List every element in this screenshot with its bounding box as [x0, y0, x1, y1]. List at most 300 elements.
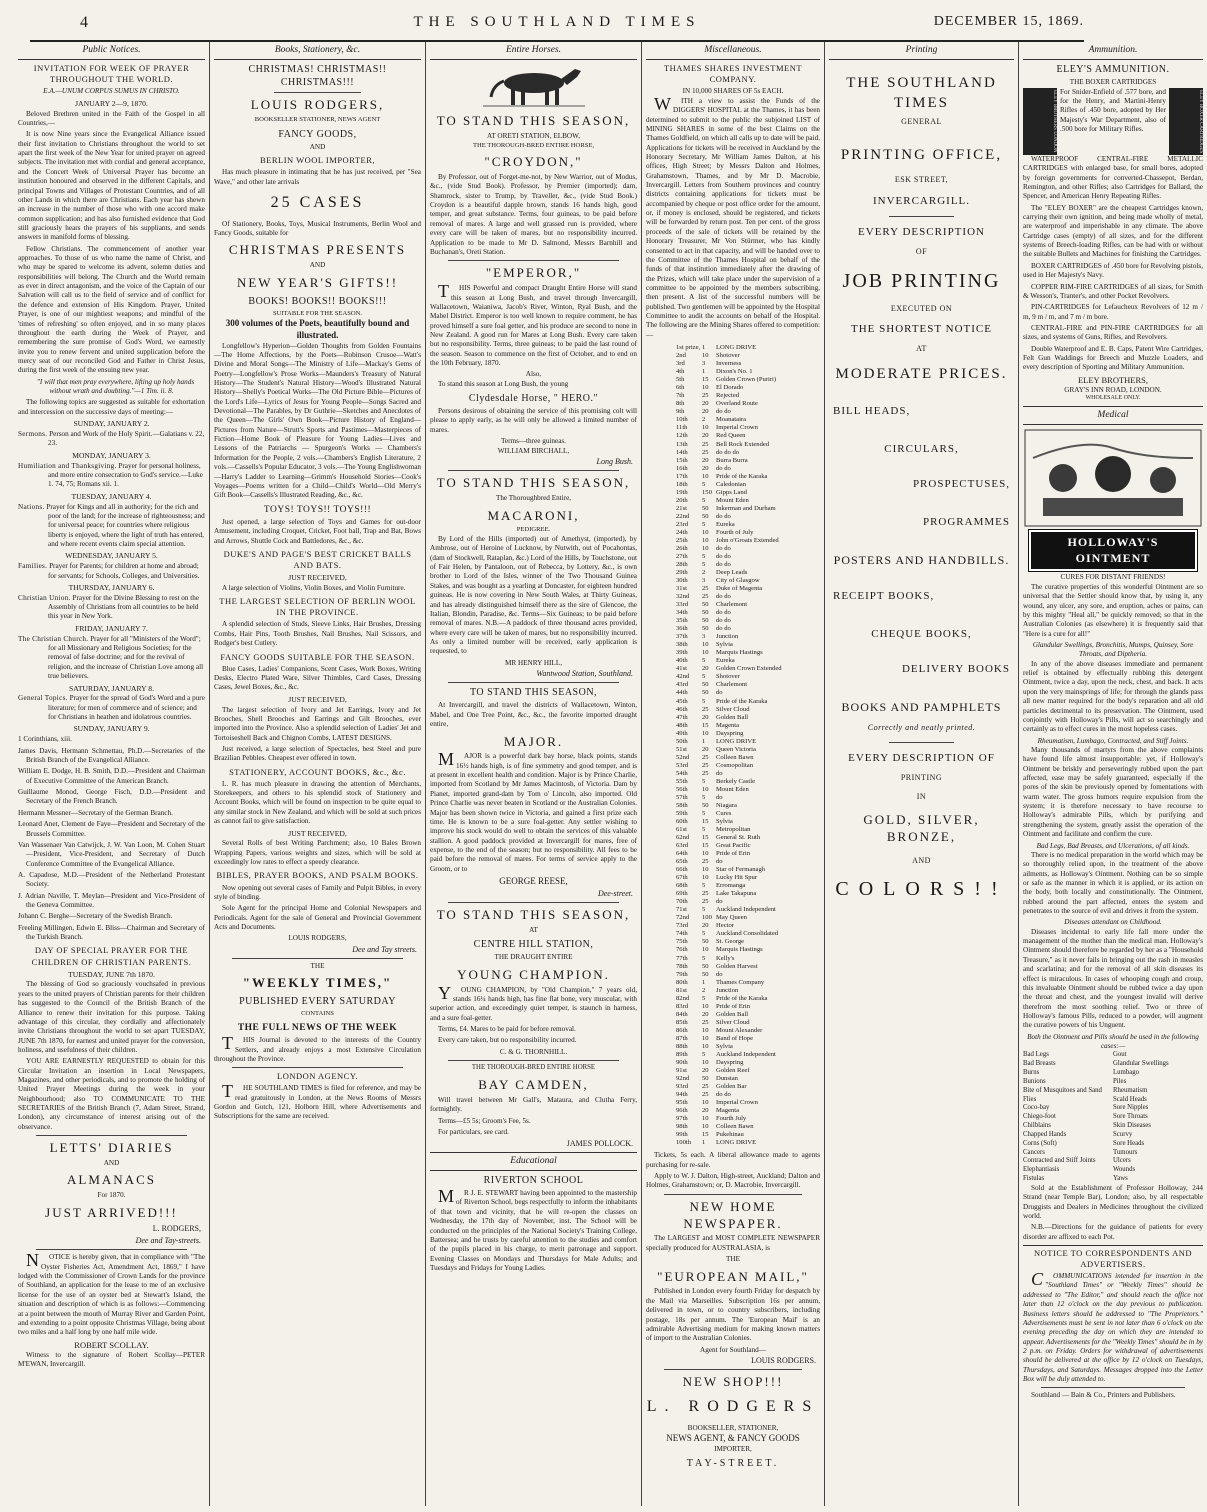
prize-claim: Golden Reef — [716, 1066, 750, 1074]
birchall-address: Long Bush. — [596, 456, 633, 466]
oyster-notice: NOTICE is hereby given, that in compliance with "The Oyster Fisheries Act, Amendment Act, 1869," I have lodged with the Commissioner of Crown Lands for the province of Southland, an application for the lease to me of an exclusive license for the use of an oyster bed at Stewart's Island, the situation and description of which is as follows:—Commencing at a point between the mouth of Murray River and Garden Point, and extending to a point opposite Christmas Village, being about two miles and a half long by one half mile wide. — [18, 1250, 205, 1337]
prize-claim: Pride of Erin — [716, 850, 751, 858]
prize-rank: 31st — [676, 585, 687, 593]
prize-rank: 12th — [676, 432, 688, 440]
prize-claim: LONG DRIVE — [716, 1139, 757, 1147]
prize-claim: Sylvia — [716, 641, 733, 649]
prize-row — [676, 521, 820, 529]
prize-claim: Magenta — [716, 1107, 740, 1115]
schedule-text: Person and Work of the Holy Spirit.—Galatians v. 22, 23. — [48, 430, 205, 448]
prize-claim: Red Queen — [716, 432, 746, 440]
prize-row — [676, 930, 820, 938]
prize-qty: 15 — [702, 834, 709, 842]
prize-row — [676, 553, 820, 561]
every-description-of: EVERY DESCRIPTION OF — [848, 751, 995, 764]
divider — [274, 92, 361, 93]
book-list: Longfellow's Hyperion—Golden Thoughts from Golden Fountains—The Home Affections, by the Poets—Robinson Crusoe—Watt's Divine and Moral Songs—The Ministry of Life—Mackay's Gems of Poetry—Longfellow's Prose Works—Maunders's Treasury of Natural History—The Student's Natural History—Wood's Illustrated Natural History—Shelly's Poetical Works—The Old Picture Bible—Pictures of the Lord's Life—Lyrics of Jesus for Young People—Songs Sacred and Devotional—The Parables, by Dr Guthrie—Sketches and Anecdotes of the Queen—The Girls' Own Book—Picture History of England—Pictures from Nature—Strutt's Sports and Pastimes—Masterpieces of Fiction—Home Book of Pleasure for Young Ladies—Lives and Lessons of the Patriarchs — Spurgeon's Works — Chambers's Information for the People, 2 vols.—Chambers's English Literature, 2 vols.—Cassells's Popular Educator, 3 vols.—The Young Englishwoman—Harry's Ladder to Learning—Grimm's Household Stories—Cook's Voyages—Poems written for a Child—Child's World—Old Merry's Gift Book—Cassells's Illustrated Reading, &c., &c. — [214, 341, 421, 500]
prize-qty: 25 — [702, 769, 709, 777]
prize-row — [676, 866, 820, 874]
signatory: William E. Dodge, H. B. Smith, D.D.—President and Chairman of Executive Committee of the American Branch. — [18, 767, 205, 785]
prize-qty: 1 — [702, 737, 706, 745]
prize-claim: Band of Hope — [716, 1034, 753, 1042]
prize-qty: 10 — [702, 528, 709, 536]
newspaper-title: THE SOUTHLAND TIMES — [413, 14, 701, 30]
prize-rank: 59th — [676, 809, 688, 817]
ailment-item: Cancers — [1023, 1148, 1045, 1156]
bay-intro: THE THOROUGH-BRED ENTIRE HORSE — [471, 1064, 596, 1072]
prize-claim: Overland Route — [716, 400, 758, 408]
ailment-item: Wounds — [1113, 1166, 1136, 1174]
of-label: OF — [915, 247, 928, 257]
full-news: THE FULL NEWS OF THE WEEK — [237, 1022, 398, 1033]
prize-rank: 92nd — [676, 1074, 690, 1082]
prize-rank: 94th — [676, 1091, 688, 1099]
prize-qty: 50 — [702, 938, 709, 946]
prize-row — [676, 449, 820, 457]
ailment-item: Yaws — [1113, 1175, 1128, 1183]
prize-row — [676, 971, 820, 979]
prize-qty: 20 — [702, 713, 709, 721]
prize-rank: 8th — [676, 400, 685, 408]
prize-rank: 48th — [676, 721, 688, 729]
ailments-list — [1023, 1051, 1203, 1183]
champion-stand: TO STAND THIS SEASON, — [436, 907, 631, 923]
bay-apply: For particulars, see card. — [438, 1127, 509, 1136]
prize-claim: do do — [716, 552, 731, 560]
prize-row — [676, 593, 820, 601]
job-printing: JOB PRINTING — [842, 269, 1001, 292]
prize-qty: 10 — [702, 946, 709, 954]
prize-row — [676, 673, 820, 681]
stationery-heading: STATIONERY, ACCOUNT BOOKS, &c., &c. — [229, 766, 406, 777]
bay-text: Will travel between Mr Gall's, Mataura, and Clutha Ferry, fortnightly. — [430, 1095, 637, 1114]
macaroni-name: MACARONI, — [487, 507, 580, 523]
the-text: THE — [310, 962, 325, 971]
prize-claim: Golden Crown (Puriri) — [716, 376, 777, 384]
prize-rank: 19th — [676, 488, 688, 496]
prize-rank: 41st — [676, 665, 687, 673]
prize-claim: Imperial Crown — [716, 1099, 758, 1107]
prize-qty: 25 — [702, 1018, 709, 1026]
schedule-item — [18, 694, 205, 722]
thornhill-signature: C. & G. THORNHILL. — [499, 1047, 568, 1056]
prize-qty: 50 — [702, 801, 709, 809]
delivery-books: DELIVERY BOOKS — [901, 662, 1010, 675]
column-public-notices — [14, 42, 210, 1506]
prize-rank: 62nd — [676, 834, 690, 842]
general-label: GENERAL — [901, 117, 942, 127]
london-agency-text: THE SOUTHLAND TIMES is filed for reference, and may be read gratuitously in London, at the News Rooms of Messrs Gordon and Gotch, 121, Holborn Hill, where Advertisements and Subscriptions for the same are received. — [214, 1081, 421, 1121]
shop-line-1: BOOKSELLER, STATIONER, — [687, 1424, 779, 1433]
prize-qty: 10 — [702, 1026, 709, 1034]
prize-row — [676, 786, 820, 794]
rodgers-address: Dee and Tay streets. — [352, 944, 417, 954]
prize-claim: Golden Crown Extended — [716, 665, 782, 673]
prize-qty: 20 — [702, 1066, 709, 1074]
prize-rank: 87th — [676, 1034, 688, 1042]
prize-rank: 74th — [676, 930, 688, 938]
just-received: JUST RECEIVED, — [288, 694, 347, 704]
ailment-item: Rheumatism — [1113, 1086, 1148, 1094]
prize-qty: 50 — [702, 617, 709, 625]
prize-row — [676, 585, 820, 593]
correspondents-heading: NOTICE TO CORRESPONDENTS AND ADVERTISERS. — [1023, 1245, 1203, 1270]
section-header: Medical — [1023, 406, 1203, 425]
prize-rank: 24th — [676, 528, 688, 536]
bibles-text: Now opening out several cases of Family and Pulpit Bibles, in every style of binding. — [214, 883, 421, 901]
prize-row — [676, 858, 820, 866]
prize-row — [676, 1139, 820, 1147]
prize-qty: 100 — [702, 914, 712, 922]
prize-row — [676, 698, 820, 706]
ailment-item: Chiego-foot — [1023, 1113, 1056, 1121]
cheque-books: CHEQUE BOOKS, — [871, 628, 972, 641]
macaroni-sub: The Thoroughbred Entire, — [495, 494, 572, 503]
new-home-text: The LARGEST and MOST COMPLETE NEWSPAPER specially produced for AUSTRALASIA, is — [646, 1234, 820, 1252]
pin-text: PIN-CARTRIDGES for Lefaucheux Revolvers of 12 m / m, 9 m / m, and 7 m / m bore. — [1023, 303, 1203, 321]
also-text: Also, — [525, 370, 542, 379]
and-text: AND — [309, 142, 326, 151]
prize-rank: 95th — [676, 1099, 688, 1107]
prize-row — [676, 497, 820, 505]
prize-qty: 10 — [702, 1058, 709, 1066]
european-mail-text: Published in London every fourth Friday for despatch by the Mail via Marseilles. Subscription 16s per annum, delivered in town, or to country subscribers, including postage, 18s per annum. The 'European Mail' is an admirable Advertising medium for making known matters of import to the Australian Colonies. — [646, 1287, 820, 1343]
intro-paragraph: Beloved Brethren united in the Faith of the Gospel in all Countries,— — [18, 109, 205, 128]
prize-rank: 46th — [676, 705, 688, 713]
prize-qty: 25 — [702, 753, 709, 761]
prize-rank: 78th — [676, 962, 688, 970]
emperor-name: "EMPEROR," — [485, 265, 582, 281]
prize-qty: 50 — [702, 689, 709, 697]
prize-qty: 5 — [702, 826, 706, 834]
holloway-text: The curative properties of this wonderful Ointment are so universal that the Settler should know that, by using it, any wound, any ulcer, any sore, and eruption, aches or pains, can by this mighty "Heal all," be quickly removed; so that in the Australian Colonies (as elsewhere) it is frequently said that "Here is a cure for all!" — [1023, 582, 1203, 638]
prize-rank: 32nd — [676, 593, 690, 601]
centre-hill: CENTRE HILL STATION, — [473, 939, 594, 951]
prize-claim: do — [716, 898, 723, 906]
prize-claim: Golden Harvest — [716, 962, 758, 970]
christmas-heading: CHRISTMAS! CHRISTMAS!! CHRISTMAS!!! — [248, 64, 387, 89]
copper-text: COPPER RIM-FIRE CARTRIDGES of all sizes, for Smith & Wesson's, Tranter's, and other Pocket Revolvers. — [1023, 282, 1203, 300]
prize-row — [676, 681, 820, 689]
prize-rank: 22nd — [676, 512, 690, 520]
prize-rank: 96th — [676, 1107, 688, 1115]
prize-row — [676, 842, 820, 850]
prize-claim: Silver Cloud — [716, 705, 750, 713]
prize-row — [676, 601, 820, 609]
prize-rank: 21st — [676, 504, 687, 512]
central-text: CENTRAL-FIRE and PIN-FIRE CARTRIDGES for all sizes, and systems of Guns, Rifles, and Revolvers. — [1023, 323, 1203, 342]
prize-row — [676, 545, 820, 553]
boxer2-text: BOXER CARTRIDGES of .450 bore for Revolving pistols, used in Her Majesty's Navy. — [1023, 261, 1203, 280]
prize-rank: 68th — [676, 882, 688, 890]
prize-rank: 47th — [676, 713, 688, 721]
pollock-signature: JAMES POLLOCK. — [566, 1139, 633, 1149]
prize-qty: 25 — [702, 858, 709, 866]
prize-rank: 1st prize, — [676, 344, 701, 352]
ailment-item: Coco-bay — [1023, 1104, 1050, 1112]
prize-qty: 5 — [702, 520, 706, 528]
schedule-key: Nations. — [18, 502, 45, 511]
prize-claim: Eureka — [716, 657, 735, 665]
prize-qty: 10 — [702, 1115, 709, 1123]
the-text: THE — [726, 1255, 740, 1264]
prize-rank: 98th — [676, 1123, 688, 1131]
ailment-item: Burns — [1023, 1069, 1040, 1077]
holloway-subhead: Bad Legs, Bad Breasts, and Ulcerations, of all kinds. — [1036, 841, 1190, 850]
prize-row — [676, 826, 820, 834]
prize-qty: 50 — [702, 504, 709, 512]
prize-qty: 25 — [702, 898, 709, 906]
prize-qty: 20 — [702, 464, 709, 472]
prize-claim: do — [716, 970, 723, 978]
prize-qty: 2 — [702, 986, 706, 994]
prize-row — [676, 906, 820, 914]
printers-imprint: Southland — Bain & Co., Printers and Publishers. — [1031, 1391, 1176, 1400]
prize-claim: Dayspring — [716, 1058, 744, 1066]
prize-qty: 10 — [702, 641, 709, 649]
prize-row — [676, 762, 820, 770]
prize-rank: 73rd — [676, 922, 689, 930]
prize-row — [676, 946, 820, 954]
prize-row — [676, 1027, 820, 1035]
prize-qty: 5 — [702, 560, 706, 568]
horse-illustration — [479, 63, 589, 109]
champion-terms: Terms, £4. Mares to be paid for before removal. — [438, 1025, 576, 1034]
prize-claim: do do do — [716, 448, 740, 456]
prize-claim: Junction — [716, 986, 739, 994]
divider — [664, 1369, 802, 1370]
bay-camden-name: BAY CAMDEN, — [478, 1077, 589, 1092]
ailment-item: Bunions — [1023, 1077, 1046, 1085]
prize-rank: 84th — [676, 1010, 688, 1018]
request-text: YOU ARE EARNESTLY REQUESTED to obtain for this Circular Invitation an insertion in Local Newspapers, Magazines, and other periodicals, and to promote the holding of United Prayer Meetings during the week in your Neighbourhood; also TO COMMUNICATE TO THE SECRETARIES of the British Branch (7, Adam Street, Strand, London), any circumstance of interest arising out of the observance. — [18, 1057, 205, 1131]
stationery-text: L. R. has much pleasure in drawing the attention of Merchants, Storekeepers, and others to his splendid stock of Stationery and Account Books, which will be found on inspection to be quite equal to any similar stock in New Zealand, and which will be sold at such prices as cannot fail to give satisfaction. — [214, 779, 421, 826]
prize-claim: do — [716, 858, 723, 866]
prize-claim: do — [716, 793, 723, 801]
prize-rank: 9th — [676, 408, 685, 416]
prize-rank: 72nd — [676, 914, 690, 922]
prize-row — [676, 995, 820, 1003]
prize-row — [676, 1131, 820, 1139]
sold-text: Sold at the Establishment of Professor Holloway, 244 Strand (near Temple Bar), London; also, by all respectable Druggists and Dealers in Medicines throughout the civilized world. — [1023, 1183, 1203, 1220]
long-bush-text: To stand this season at Long Bush, the young — [438, 379, 569, 388]
holloway-subhead: Glandular Swellings, Bronchitis, Mumps, Quinsey, Sore Throats, and Diptheria. — [1032, 640, 1194, 659]
divider — [448, 682, 619, 683]
prize-row — [676, 392, 820, 400]
holloway-text: There is no medical preparation in the world which may be so thoroughly relied upon, in the treatment of the above ailments, as Holloway's Ointment. Nothing can be so simple or safe as the manner in which it is applied, or its action on the body, both locally and constitutionally. The Ointment, rubbed around the part affected, enters the system and penetrates to the source of evil and drives it from the system. — [1023, 850, 1203, 916]
prize-qty: 10 — [702, 544, 709, 552]
and-text: AND — [309, 261, 326, 270]
issue-date: DECEMBER 15, 1869. — [933, 14, 1084, 29]
prize-row — [676, 633, 820, 641]
prize-claim: Auckland Consolidated — [716, 930, 779, 938]
grays-inn: GRAY'S INN ROAD, LONDON. — [1064, 385, 1162, 394]
prize-claim: Mount Alexander — [716, 1026, 763, 1034]
holloway-text: In any of the above diseases immediate and permanent relief is obtained by effectually rubbing this detergent Ointment, twice a day, upon the neck, chest, and back. It acts upon the very mainsprings of life; for through the glands pass all new matter required for the body's reparation and all old particles detrimental to its preservation. The Ointment, used conjointly with Holloway's Pills, will act so searchingly and certainly as to effect cures in the most hopeless cases. — [1023, 659, 1203, 734]
divider — [889, 742, 954, 743]
schedule-day: THURSDAY, JANUARY 6. — [68, 582, 155, 592]
prize-claim: do do — [716, 593, 731, 601]
books-pamphlets: BOOKS AND PAMPHLETS — [841, 699, 1002, 714]
apply-text: Apply to W. J. Dalton, High-street, Auckland; Dalton and Holmes, Grahamstown; or, D. Macrobie, Invercargill. — [646, 1171, 820, 1190]
prize-qty: 1 — [702, 1139, 706, 1147]
special-prayer-heading: DAY OF SPECIAL PRAYER FOR THE CHILDREN OF CHRISTIAN PARENTS. — [31, 945, 192, 967]
prize-claim: Dunstan — [716, 1074, 738, 1082]
ailment-item: Scurvy — [1113, 1130, 1133, 1138]
european-mail-title: "EUROPEAN MAIL," — [657, 1268, 809, 1284]
prize-row — [676, 1107, 820, 1115]
prize-rank: 85th — [676, 1018, 688, 1026]
prize-rank: 28th — [676, 560, 688, 568]
double-text: Double Waterproof and E. B. Caps, Patent Wire Cartridges, Felt Gun Waddings for Breech and Muzzle Loaders, and every description of Sporting and Military Ammunition. — [1023, 344, 1203, 372]
prize-row — [676, 874, 820, 882]
invitation-heading: INVITATION FOR WEEK OF PRAYER THROUGHOUT THE WORLD. — [33, 63, 190, 85]
prize-claim: Erromanga — [716, 882, 746, 890]
printing-label: PRINTING — [900, 773, 943, 783]
prize-rank: 77th — [676, 954, 688, 962]
section-header: Public Notices. — [18, 42, 205, 60]
prize-claim: John o'Groats Extended — [716, 536, 779, 544]
tickets-text: Tickets, 5s each. A liberal allowance made to agents purchasing for re-sale. — [646, 1151, 820, 1169]
ailment-item: Bite of Musquitoes and Sand Flies — [1023, 1086, 1102, 1103]
contains-text: CONTAINS — [301, 1010, 334, 1018]
prize-qty: 5 — [702, 994, 706, 1002]
ailment-item: Sore Nipples — [1113, 1104, 1149, 1112]
prize-qty: 10 — [702, 866, 709, 874]
ailment-item: Skin Diseases — [1113, 1122, 1151, 1130]
prize-row — [676, 1067, 820, 1075]
prize-row — [676, 738, 820, 746]
prize-rank: 38th — [676, 641, 688, 649]
prize-qty: 5 — [702, 552, 706, 560]
prize-claim: Dayspring — [716, 729, 744, 737]
prize-claim: Burra Burra — [716, 456, 748, 464]
prize-rank: 88th — [676, 1042, 688, 1050]
signatory: Leonard Anet, Clement de Faye—President and Secretary of the Brussels Committee. — [18, 820, 205, 838]
prize-qty: 5 — [702, 882, 706, 890]
prize-qty: 50 — [702, 681, 709, 689]
schedule-item — [18, 562, 205, 581]
divider — [232, 958, 403, 959]
prize-row — [676, 706, 820, 714]
prize-row — [676, 368, 820, 376]
prize-row — [676, 457, 820, 465]
prize-qty: 20 — [702, 1107, 709, 1115]
section-header: Miscellaneous. — [646, 42, 820, 60]
prize-row — [676, 376, 820, 384]
champion-text: YOUNG CHAMPION, by "Old Champion," 7 years old, stands 16¼ hands high, has fine flat bone, very muscular, with superior action, and exceedingly quiet temper, is staunch in harness, and a sure foal-getter. — [430, 982, 637, 1022]
fancy-text: Blue Cases, Ladies' Companions, Scent Cases, Work Boxes, Writing Desks, Electro Plated Ware, Silver Thimbles, Card Cases, Dressing Cases, Jewel Boxes, &c., &c. — [214, 664, 421, 692]
column-entire-horses — [426, 42, 642, 1506]
prize-claim: Shotover — [716, 673, 740, 681]
prize-qty: 1 — [702, 368, 706, 376]
prize-qty: 50 — [702, 962, 709, 970]
cases-text: Of Stationery, Books, Toys, Musical Instruments, Berlin Wool and Fancy Goods, suitable for — [214, 219, 421, 238]
letts-almanacs: ALMANACS — [67, 1172, 156, 1188]
motto: E.A.—UNUM CORPUS SUMUS IN CHRISTO. — [43, 87, 180, 96]
prize-qty: 5 — [702, 930, 706, 938]
column-ammunition-medical — [1019, 42, 1207, 1506]
notice-signature: ROBERT SCOLLAY. — [74, 1339, 149, 1350]
prize-qty: 50 — [702, 970, 709, 978]
prize-row — [676, 810, 820, 818]
prize-qty: 25 — [702, 761, 709, 769]
prize-row — [676, 561, 820, 569]
macaroni-text: By Lord of the Hills (imported) out of Amethyst, (imported), by Ambrose, out of Heroine of Lucknow, by Nutwith, out of Pocahontas, (dam of Stockwell, Rataplan, &c.) Lord of the Hills, by Touchstone, out of Fair Helen, by Pantaloon, out of Rebecca, by Lottery, &c., is own brother to Lord of the Isles, winner of the Two Thousand Guinea Stakes, and was bought as a yearling at Doncaster, for eighteen hundred guineas. He is now covering in New South Wales, at Thirty Guineas, and has already distinguished himself there as the sire of Glencoe, the Italian, Blondin, Paradise, &c. Terms—Six Guineas; to be paid before removal of mares. N.B.—A paddock of three thousand acres provided, where every care will be taken of mares, but no responsibility incurred. As only a limited number will be received, early application is requested, to — [430, 535, 637, 656]
holloway-text: Many thousands of martyrs from the above complaints have found life almost insupportable: yet, if Holloway's Ointment be briskly and perseveringly rubbed upon the part affected, ease may be safely guaranteed, especially if the pores of the skin be previously opened by fomentations with warm water. The gross humors require expulsion from the system; it is therefore necessary to have recourse to Holloway's admirable Pills, which by purifying and strengthening the system, greatly assist the operation of the Ointment and facilitate and confirm the cure. — [1023, 745, 1203, 839]
prize-rank: 57th — [676, 793, 688, 801]
thames-text: WITH a view to assist the Funds of the DIGGERS' HOSPITAL at the Thames, it has been determined to submit to the public the subjoined LIST of MINING SHARES in some of the best Claims on the Thames Goldfield, on which all calls up to date will be paid. Applications for tickets will be received in Auckland by the Honorary Secretary, Mr William James Dalton, at his offices, High Street; by Messrs Dalton and Holmes, Grahamstown, Thames, and by Mr D. Macrobie, Invercargill. Letters from Southern provinces and country districts containing applications for tickets must be accompanied by cheque or post office order for the amount, or, if money is enclosed, should be registered, and tickets will be forwarded by return post. Ten per cent. of the gross proceeds of the sale of tickets will be retained by the Honorary Treasurer, Mr Von Stürmer, who has kindly consented to act in that capacity, and will be handed over to the Committee of the Thames Hospital on behalf of the funds of that institution immediately after the drawing of the Prizes, which will take place under the supervision of a committee to be appointed by the members subscribing, then present. A list of the successful numbers will be published. Two gentlemen will be appointed by the Hospital Committee to audit the accounts on behalf of the Hospital. The following are the Mining Shares offered to competition:— — [646, 93, 820, 339]
prize-claim: Berkely Castle — [716, 777, 756, 785]
letts-address: Dee and Tay-streets. — [135, 1235, 201, 1245]
ailment-item: Gout — [1113, 1051, 1127, 1059]
prize-claim: Pukehinau — [716, 1131, 744, 1139]
divider — [448, 260, 619, 261]
southland-times-logo: THE SOUTHLAND TIMES — [846, 75, 997, 111]
signatory: Van Wassenaer Van Catwijck, J. W. Van Loon, M. Cohen Stuart—President, Vice-President, and Secretary of Dutch Conference Committee of the Evangelical Alliance. — [18, 840, 205, 868]
prize-claim: General St. Ruth — [716, 834, 761, 842]
column-printing — [825, 42, 1019, 1506]
prize-qty: 20 — [702, 665, 709, 673]
prize-claim: Auckland Independent — [716, 1050, 776, 1058]
croydon-location: AT ORETI STATION, ELBOW, — [486, 132, 581, 141]
schedule-day: FRIDAY, JANUARY 7. — [75, 623, 148, 633]
hill-signature: MR HENRY HILL, — [504, 658, 563, 667]
prize-row — [676, 1083, 820, 1091]
prize-qty: 20 — [702, 456, 709, 464]
thames-sub: IN 10,000 SHARES OF 5s EACH. — [682, 87, 784, 96]
prize-claim: do do — [716, 617, 731, 625]
prize-row — [676, 641, 820, 649]
column-miscellaneous — [642, 42, 825, 1506]
prize-claim: Deep Leads — [716, 569, 748, 577]
prize-rank: 81st — [676, 986, 687, 994]
violins-text: A large selection of Violins, Violin Boxes, and Violin Furniture. — [222, 584, 406, 592]
major-location: At Invercargill, and travel the districts of Wallacetown, Winton, Mabel, and One Tree Point, &c., &c., the favorite imported draught entire, — [430, 701, 637, 729]
prize-qty: 10 — [702, 874, 709, 882]
divider — [448, 902, 619, 903]
schedule-text: 1 Corinthians, xiii. — [18, 735, 72, 744]
schedule-key: Christian Union. — [18, 593, 71, 602]
eley-brothers: ELEY BROTHERS, — [1077, 374, 1149, 385]
prize-rank: 5th — [676, 376, 685, 384]
invercargill-label: INVERCARGILL. — [872, 194, 971, 207]
poets-volumes: 300 volumes of the Poets, beautifully bound and illustrated. — [225, 318, 410, 340]
prayer-schedule — [18, 419, 205, 745]
schedule-text: Prayer for personal holiness, and more entire consecration to God's service.—Luke 1. 74, 75; Romans xii. 1. — [48, 461, 203, 489]
london-agency-heading: LONDON AGENCY. — [277, 1071, 358, 1082]
weekly-times-title: "WEEKLY TIMES," — [242, 975, 393, 991]
prize-rank: 83rd — [676, 1002, 689, 1010]
cricket-heading: DUKE'S AND PAGE'S BEST CRICKET BALLS AND BATS. — [223, 549, 412, 571]
prize-row — [676, 689, 820, 697]
prize-claim: do do — [716, 560, 731, 568]
prize-qty: 50 — [702, 1074, 709, 1082]
prize-claim: Pride of the Karaka — [716, 697, 768, 705]
prize-qty: 5 — [702, 1050, 706, 1058]
prize-rank: 99th — [676, 1131, 688, 1139]
prize-qty: 1 — [702, 344, 706, 352]
prize-rank: 39th — [676, 649, 688, 657]
christmas-presents: CHRISTMAS PRESENTS — [228, 242, 407, 258]
prize-claim: Caledonian — [716, 480, 747, 488]
prize-qty: 10 — [702, 536, 709, 544]
prize-rank: 27th — [676, 552, 688, 560]
prize-qty: 5 — [702, 496, 706, 504]
prize-row — [676, 1019, 820, 1027]
prize-row — [676, 473, 820, 481]
letts-heading: LETTS' DIARIES — [49, 1140, 174, 1156]
